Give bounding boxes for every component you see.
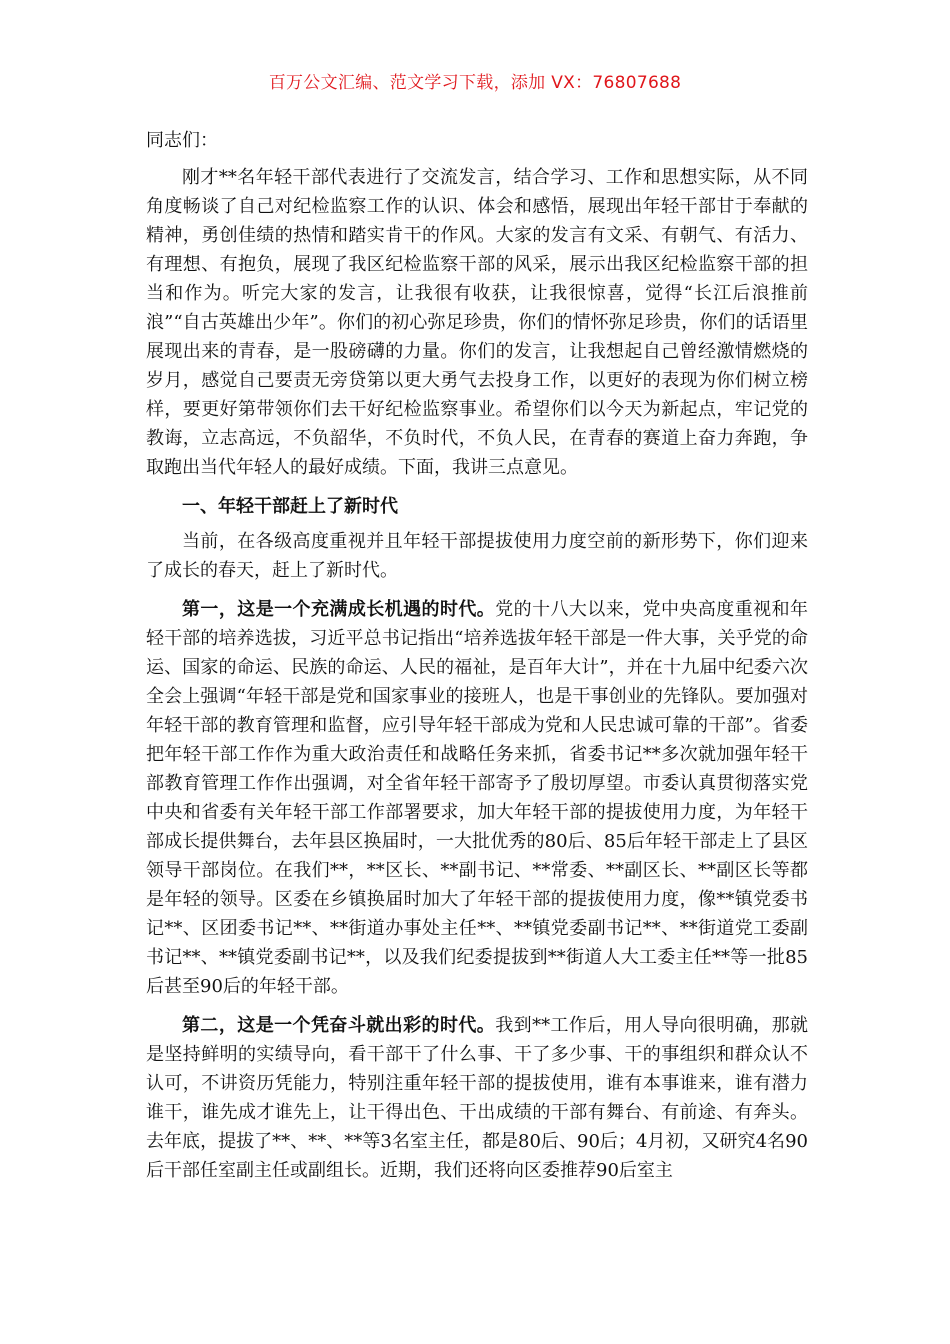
salutation: 同志们： [146, 130, 218, 151]
point-one-lead: 第一，这是一个充满成长机遇的时代。 [182, 599, 496, 620]
point-one-body: 党的十八大以来，党中央高度重视和年轻干部的培养选拔，习近平总书记指出“培养选拔年轻干部是一件大事，关乎党的命运、国家的命运、民族的命运、人民的福祉，是百年大计”，并在十九届中纪委六次全会上强调“年轻干部是党和国家事业的接班人，也是干事创业的先锋队。要加强对年轻干部的教育管理和监督，应引导年轻干部成为党和人民忠诚可靠的干部”。省委把年轻干部工作作为重大政治责任和战略任务来抓，省委书记**多次就加强年轻干部教育管理工作作出强调，对全省年轻干部寄予了殷切厚望。市委认真贯彻落实党中央和省委有关年轻干部工作部署要求，加大年轻干部的提拔使用力度，为年轻干部成长提供舞台，去年县区换届时，一大批优秀的80后、85后年轻干部走上了县区领导干部岗位。在我们**，**区长、**副书记、**常委、**副区长、**副区长等都是年轻的领导。区委在乡镇换届时加大了年轻干部的提拔使用力度，像**镇党委书记**、区团委书记**、**街道办事处主任**、**镇党委副书记**、**街道党工委副书记**、**镇党委副书记**，以及我们纪委提拔到**街道人大工委主任**等一批85后甚至90后的年轻干部。 [146, 599, 809, 997]
intro-paragraph: 刚才**名年轻干部代表进行了交流发言，结合学习、工作和思想实际，从不同角度畅谈了自己对纪检监察工作的认识、体会和感悟，展现出年轻干部甘于奉献的精神，勇创佳绩的热情和踏实肯干的作风。大家的发言有文采、有朝气、有活力、有理想、有抱负，展现了我区纪检监察干部的风采，展示出我区纪检监察干部的担当和作为。听完大家的发言，让我很有收获，让我很惊喜，觉得“长江后浪推前浪”“自古英雄出少年”。你们的初心弥足珍贵，你们的情怀弥足珍贵，你们的话语里展现出来的青春，是一股磅礴的力量。你们的发言，让我想起自己曾经激情燃烧的岁月，感觉自己要责无旁贷第以更大勇气去投身工作，以更好的表现为你们树立榜样，要更好第带领你们去干好纪检监察事业。希望你们以今天为新起点，牢记党的教诲，立志高远，不负韶华，不负时代，不负人民，在青春的赛道上奋力奔跑，争取跑出当代年轻人的最好成绩。下面，我讲三点意见。 [146, 167, 808, 478]
point-two-lead: 第二，这是一个凭奋斗就出彩的时代。 [182, 1015, 496, 1036]
point-one-paragraph [146, 595, 808, 1001]
point-two-body: 我到**工作后，用人导向很明确，那就是坚持鲜明的实绩导向，看干部干了什么事、干了多少事、干的事组织和群众认不认可，不讲资历凭能力，特别注重年轻干部的提拔使用，谁有本事谁来，谁有潜力谁干，谁先成才谁先上，让干得出色、干出成绩的干部有舞台、有前途、有奔头。去年底，提拔了**、**、**等3名室主任，都是80后、90后；4月初，又研究4名90后干部任室副主任或副组长。近期，我们还将向区委推荐90后室主 [146, 1015, 809, 1181]
point-two-paragraph [146, 1011, 808, 1185]
section-intro-paragraph: 当前，在各级高度重视并且年轻干部提拔使用力度空前的新形势下，你们迎来了成长的春天，赶上了新时代。 [146, 531, 808, 581]
header-banner: 百万公文汇编、范文学习下载，添加 VX：76807688 [268, 73, 682, 93]
section-heading: 一、年轻干部赶上了新时代 [182, 496, 398, 517]
document-body [146, 126, 808, 1185]
